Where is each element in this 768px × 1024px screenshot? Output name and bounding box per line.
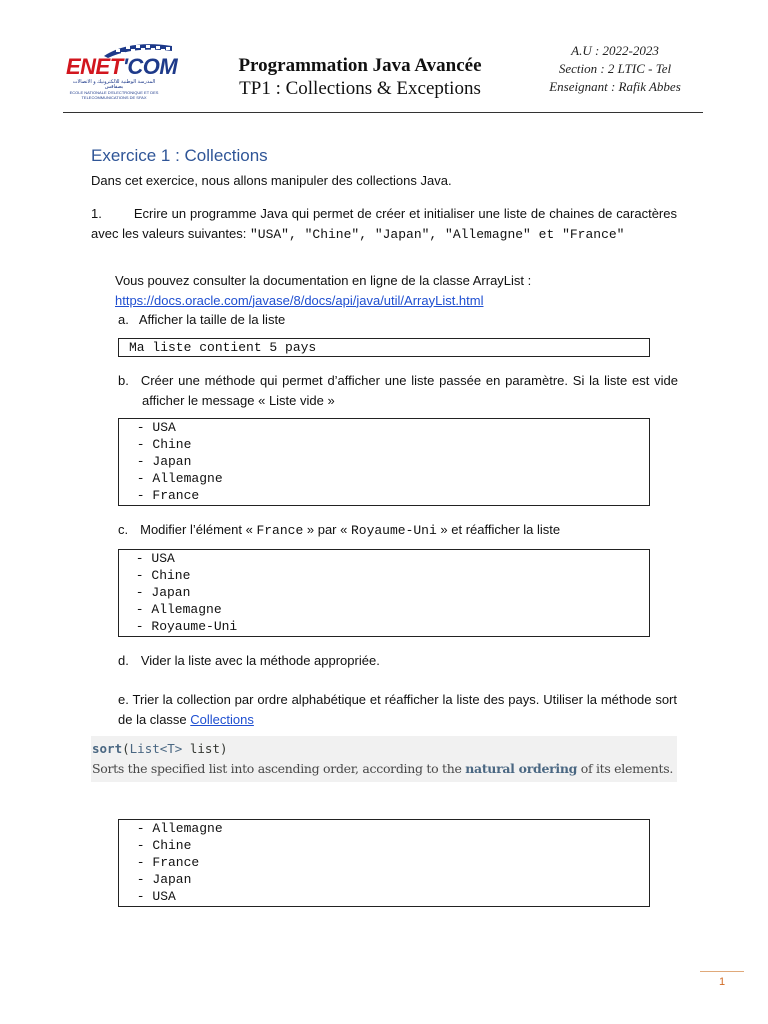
- school-logo: [64, 40, 192, 100]
- logo-wordmark: ENET'COM: [66, 54, 178, 79]
- task-e: e. Trier la collection par ordre alphabétique et réafficher la liste des pays. Utiliser la méthode sort de la classe Collections: [118, 692, 677, 727]
- javadoc-snippet: [91, 736, 677, 782]
- task-c: c. Modifier l’élément « France » par « Royaume-Uni » et réafficher la liste: [118, 522, 561, 538]
- output-line: - France: [129, 488, 200, 503]
- output-box-list: [118, 418, 650, 506]
- method-signature: sort(List<T> list): [92, 741, 228, 756]
- output-line: - France: [129, 855, 200, 870]
- output-line: - USA: [129, 889, 176, 904]
- logo-tagline: المدرسة الوطنية للالكترونيك و الاتصالات بصفاقس ECOLE NATIONALE D'ELECTRONIQUE ET DES TELECOMMUNICATIONS DE SFAX: [69, 79, 159, 100]
- output-line: - USA: [128, 551, 175, 566]
- output-line: - Allemagne: [129, 821, 223, 836]
- output-line: - Japan: [128, 585, 191, 600]
- output-line: - Chine: [129, 437, 192, 452]
- document-title: Programmation Java Avancée: [238, 55, 482, 76]
- academic-year: A.U : 2022-2023: [571, 43, 659, 58]
- document-subtitle: TP1 : Collections & Exceptions: [239, 78, 481, 99]
- task-d: d. Vider la liste avec la méthode appropriée.: [118, 653, 380, 668]
- output-box-sorted: [118, 819, 650, 907]
- output-line: Ma liste contient 5 pays: [129, 340, 317, 355]
- header-divider: [63, 112, 703, 113]
- collections-link[interactable]: Collections: [190, 711, 254, 727]
- output-line: - Japan: [129, 872, 192, 887]
- task-a: a. Afficher la taille de la liste: [118, 312, 286, 327]
- output-line: - Chine: [128, 568, 191, 583]
- arraylist-doc-note: Vous pouvez consulter la documentation en ligne de la classe ArrayList : https://docs.oracle.com/javase/8/docs/api/java/util/ArrayList.html: [115, 273, 532, 308]
- output-line: - USA: [129, 420, 176, 435]
- output-box-size: [118, 338, 650, 357]
- section-label: Section : 2 LTIC - Tel: [558, 61, 672, 76]
- task-b: b. Créer une méthode qui permet d’afficher une liste passée en paramètre. Si la liste est vide afficher le message « Liste vide »: [118, 373, 678, 408]
- output-line: - Royaume-Uni: [128, 619, 238, 634]
- question-1: 1. Ecrire un programme Java qui permet de créer et initialiser une liste de chaines de caractères avec les valeurs suivantes: "USA", "Chine", "Japan", "Allemagne" et "France": [91, 206, 677, 242]
- arraylist-doc-link[interactable]: https://docs.oracle.com/javase/8/docs/api/java/util/ArrayList.html: [115, 292, 484, 308]
- page-number: 1: [718, 976, 726, 988]
- output-box-modified: [118, 549, 650, 637]
- output-line: - Allemagne: [128, 602, 222, 617]
- footer-divider: [700, 971, 744, 972]
- output-line: - Chine: [129, 838, 192, 853]
- exercise-intro: Dans cet exercice, nous allons manipuler des collections Java.: [91, 173, 452, 188]
- output-line: - Allemagne: [129, 471, 223, 486]
- method-description: Sorts the specified list into ascending order, according to the natural ordering of its elements.: [92, 761, 673, 776]
- teacher-label: Enseignant : Rafik Abbes: [549, 79, 681, 94]
- natural-ordering-link: natural ordering: [465, 761, 578, 776]
- exercise-heading: Exercice 1 : Collections: [91, 146, 268, 165]
- output-line: - Japan: [129, 454, 192, 469]
- question-number: 1.: [91, 206, 102, 221]
